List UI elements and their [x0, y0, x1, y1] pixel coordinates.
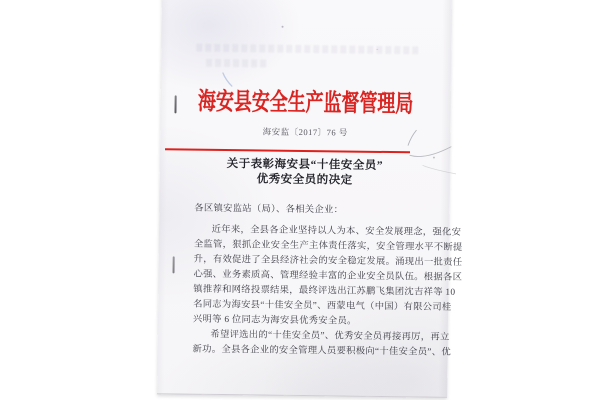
staple-binding-mark: [174, 95, 176, 113]
document-title-line1: 关于表彰海安县“十佳安全员”: [226, 158, 384, 172]
paper-speck: [282, 26, 284, 28]
body-text-line: 镇推荐和网络投票结果，最终评选出江苏鹏飞集团沈吉祥等 10: [193, 284, 456, 298]
body-text-line: 全监管，狠抓企业安全生产主体责任落实，安全管理水平不断提: [193, 239, 463, 253]
body-text-line: 升，有效促进了全县经济社会的安全稳定发展。涌现出一批责任: [193, 254, 463, 268]
bleed-through-text-row: [196, 44, 421, 55]
paper-speck: [376, 49, 378, 50]
document-title-line2: 优秀安全员的决定: [256, 173, 353, 187]
staple-binding-mark: [173, 256, 175, 273]
document-page: [157, 0, 463, 398]
body-text-line: 近年来，全县各企业坚持以人为本、安全发展理念，强化安: [211, 224, 462, 238]
document-title: [160, 156, 450, 190]
body-text-line: 心强、业务素质高、管理经验丰富的企业安全员队伍。根据各区: [193, 269, 463, 283]
body-text-line: 希望评选出的“十佳安全员”、优秀安全员再接再厉，再立: [210, 329, 450, 343]
body-text-line: 新功。全县各企业的安全管理人员要积极向“十佳安全员”、优: [192, 344, 451, 358]
bleed-through-text-row: [206, 59, 268, 68]
body-text-line: 兴明等 6 位同志为海安县优秀安全员。: [192, 314, 357, 327]
agency-letterhead-title: 海安县安全生产监督管理局: [197, 88, 414, 118]
salutation-line: 各区镇安监站（局）、各相关企业：: [194, 203, 344, 216]
red-separator-rule: [165, 148, 410, 153]
body-text-line: 名同志为海安县“十佳安全员”、西蒙电气（中国）有限公司桂: [193, 299, 452, 313]
document-reference-number: 海安监〔2017〕76 号: [262, 126, 348, 138]
